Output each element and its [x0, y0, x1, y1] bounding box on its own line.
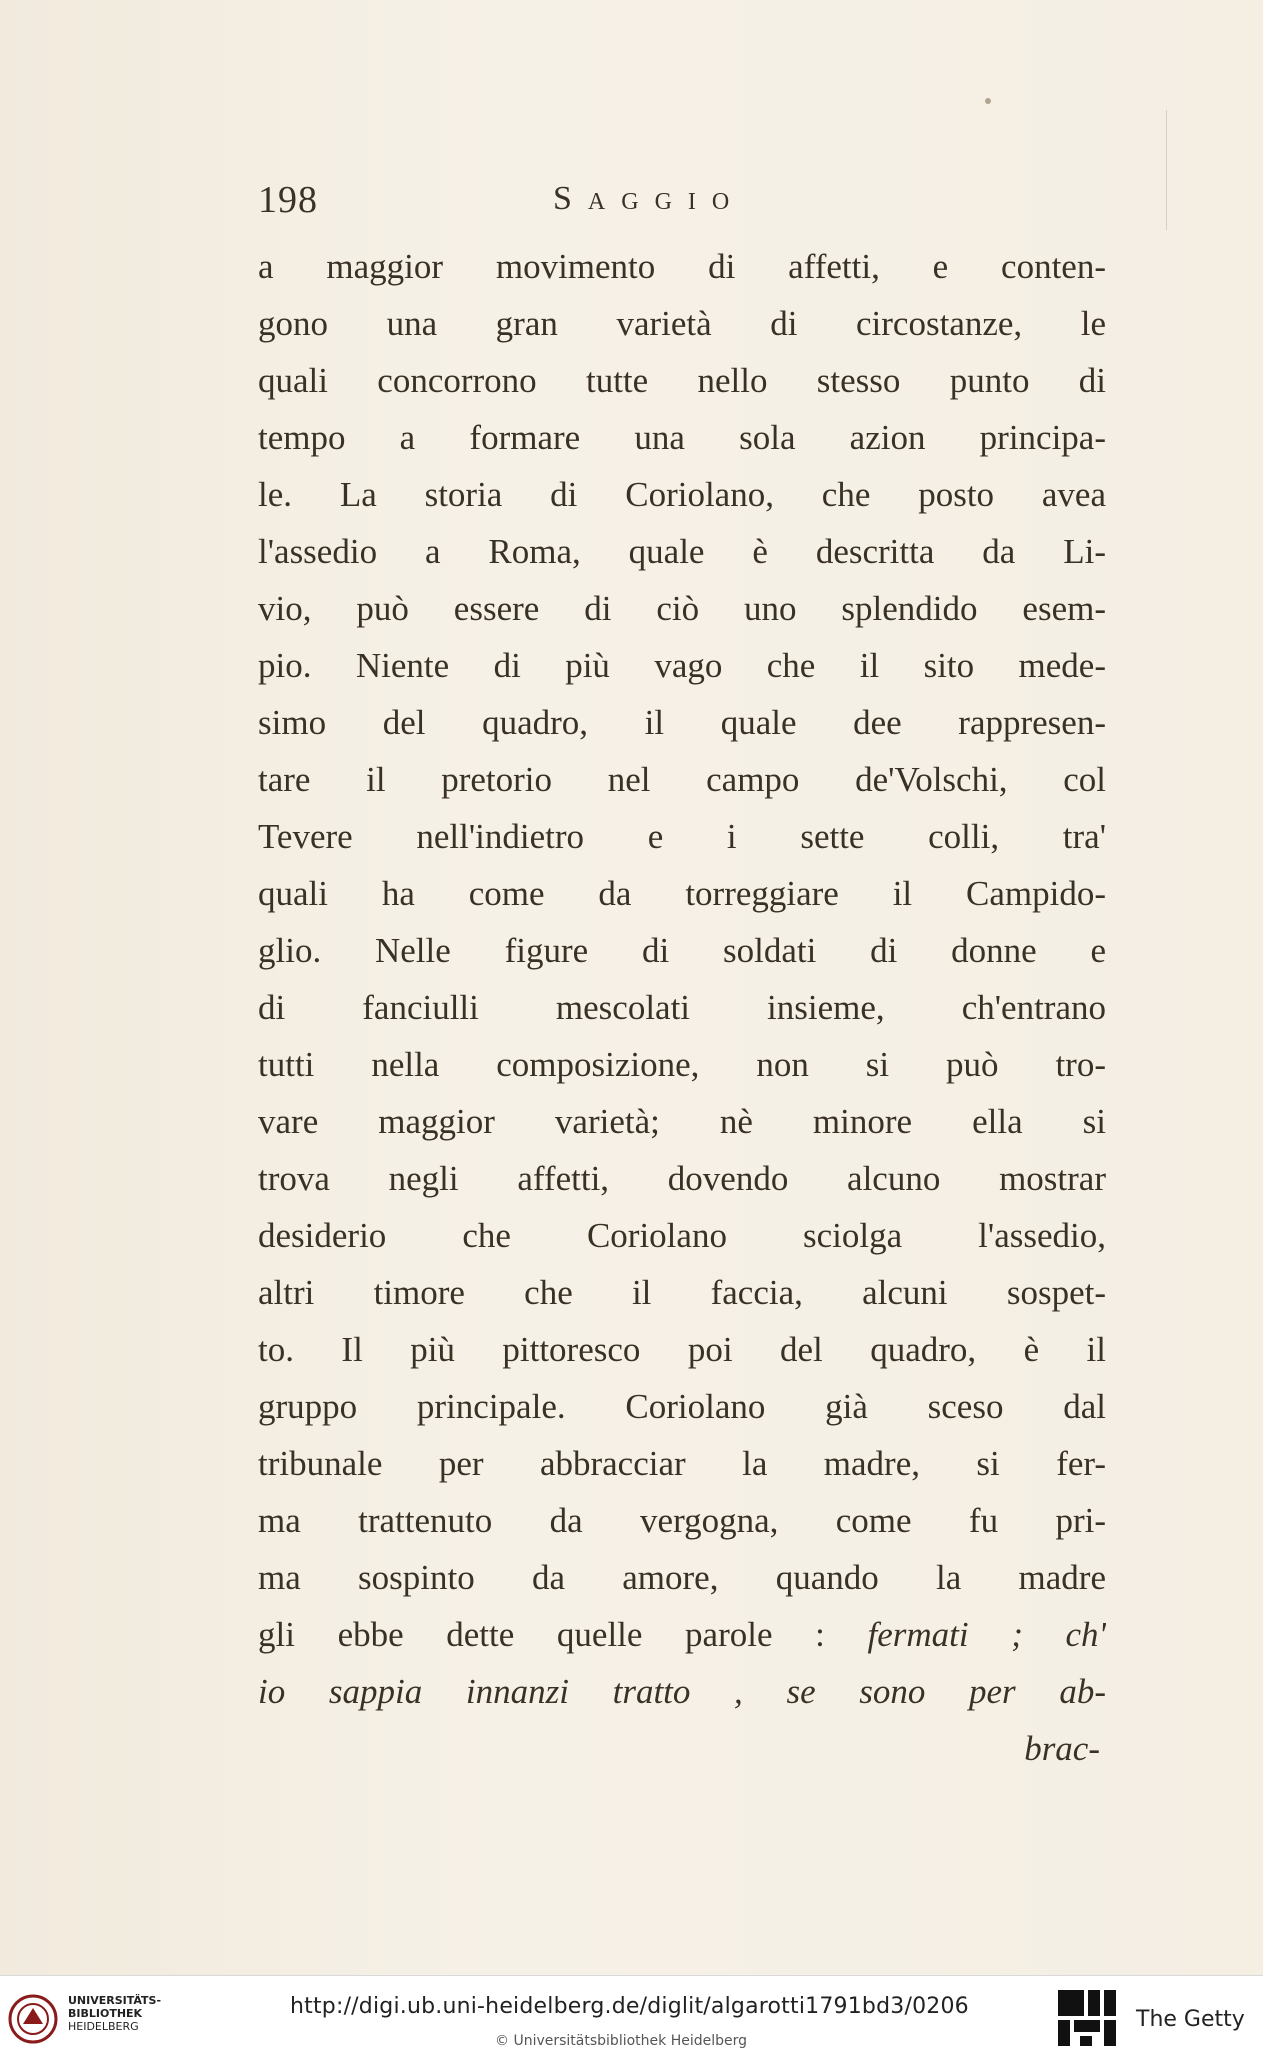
text-line: tutti nella composizione, non si può tro- [258, 1045, 1106, 1084]
catchword: brac- [1024, 1729, 1100, 1768]
text-line: vare maggior varietà; nè minore ella si [258, 1102, 1106, 1141]
text-line: to. Il più pittoresco poi del quadro, è il [258, 1330, 1106, 1369]
library-name [68, 1994, 161, 2033]
text-line: simo del quadro, il quale dee rappresen- [258, 703, 1106, 742]
permalink-url[interactable]: http://digi.ub.uni-heidelberg.de/diglit/algarotti1791bd3/0206 [290, 1994, 969, 2019]
text-line: desiderio che Coriolano sciolga l'assedio, [258, 1216, 1106, 1255]
text-line: altri timore che il faccia, alcuni sospet- [258, 1273, 1106, 1312]
text-line: gono una gran varietà di circostanze, le [258, 304, 1106, 343]
page-number: 198 [258, 179, 318, 221]
text-line: pio. Niente di più vago che il sito mede- [258, 646, 1106, 685]
text-line: glio. Nelle figure di soldati di donne e [258, 931, 1106, 970]
text-line-mixed [258, 1606, 1106, 1663]
library-name-line: BIBLIOTHEK [68, 2007, 143, 2020]
library-logo[interactable] [8, 1990, 162, 2050]
text-line: di fanciulli mescolati insieme, ch'entrano [258, 988, 1106, 1027]
text-line: l'assedio a Roma, quale è descritta da Li- [258, 532, 1106, 571]
page-header [258, 178, 1108, 228]
text-line: quali concorrono tutte nello stesso punto di [258, 361, 1106, 400]
text-line: trova negli affetti, dovendo alcuno mostrar [258, 1159, 1106, 1198]
copyright-notice: © Universitätsbibliothek Heidelberg [495, 2033, 748, 2049]
text-line: tare il pretorio nel campo de'Volschi, col [258, 760, 1106, 799]
text-line: gruppo principale. Coriolano già sceso dal [258, 1387, 1106, 1426]
body-text [258, 238, 1106, 1777]
text-line: Tevere nell'indietro e i sette colli, tra' [258, 817, 1106, 856]
text-line: vio, può essere di ciò uno splendido esem- [258, 589, 1106, 628]
gutter-shadow [1166, 110, 1167, 230]
text-line: a maggior movimento di affetti, e conten- [258, 247, 1106, 286]
library-name-line: HEIDELBERG [68, 2020, 139, 2033]
university-seal-icon [8, 1994, 58, 2044]
text-line: ma sospinto da amore, quando la madre [258, 1558, 1106, 1597]
text-line: le. La storia di Coriolano, che posto avea [258, 475, 1106, 514]
text-line-italic: io sappia innanzi tratto , se sono per ab- [258, 1672, 1106, 1711]
library-name-line: UNIVERSITÄTS- [68, 1994, 162, 2007]
getty-logo-icon[interactable] [1058, 1990, 1116, 2050]
sponsor-name: The Getty [1136, 2007, 1245, 2032]
running-title: Saggio [553, 180, 746, 217]
text-roman: gli ebbe dette quelle parole : [258, 1615, 868, 1654]
text-italic: fermati ; ch' [867, 1615, 1106, 1654]
text-line: ma trattenuto da vergogna, come fu pri- [258, 1501, 1106, 1540]
paper-spot [985, 98, 991, 104]
text-line: quali ha come da torreggiare il Campido- [258, 874, 1106, 913]
text-line: tempo a formare una sola azion principa- [258, 418, 1106, 457]
viewer-footer [0, 1975, 1263, 2066]
text-line: tribunale per abbracciar la madre, si fer- [258, 1444, 1106, 1483]
